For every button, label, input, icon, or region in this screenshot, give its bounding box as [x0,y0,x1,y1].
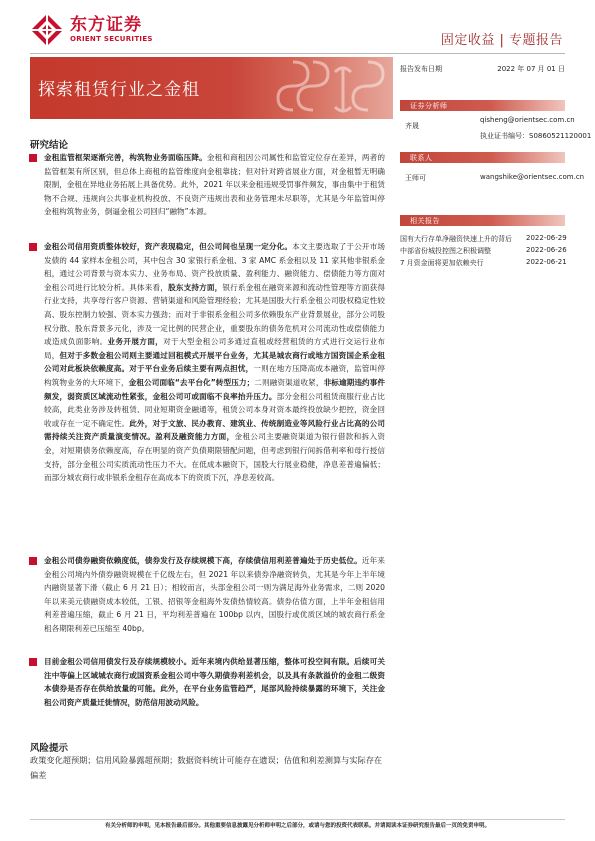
analyst-cert-number: 执业证书编号：S0860521120001 [480,132,592,140]
body-text: 部分金租公司租赁商服行业占比较高，此类业务涉及转租赁、同业短期资金融通等，租赁公司本身对资本最终投放缺少把控，资金回收或存在一定不确定性。 [44,391,385,428]
analyst-section-header [400,100,565,111]
emphasis-text: 金租监管框架逐渐完善，构筑物业务面临压降。 [44,153,207,162]
related-report-date: 2022-06-29 [526,234,567,242]
bullet-icon [29,557,37,565]
emphasis-text: 非标逾期违约事件频发，弱资质区域流动性紧张，金租公司可或面临不良率抬升压力。 [44,377,386,401]
conclusion-paragraph [30,151,385,219]
contact-section-label: 联系人 [410,154,433,162]
footer-disclaimer: 有关分析师的申明，见本报告最后部分。其他重要信息披露见分析师申明之后部分，或请与您的投资代表联系。并请阅读本证券研究报告最后一页的免责申明。 [104,823,490,829]
emphasis-text: 金租公司信用资质整体较好，资产表现稳定，但公司间也呈现一定分化。 [44,242,293,251]
logo-english-name: ORIENT SECURITIES [70,35,153,43]
emphasis-text: 股东支持方面， [168,282,223,292]
related-report-date: 2022-06-21 [526,258,567,266]
conclusion-paragraph [30,554,385,636]
emphasis-text: 目前金租公司信用债发行及存续规模较小。近年来境内供给显著压缩，整体可投空间有限。后续可关注中等偏上区域城农商行或国资系金租公司中等久期债券利差机会，以及具有条款溢价的金租二级资本债券是否存在供给放量的可能。此外，在平台业务监管趋严，尾部风险持续暴露的环境下，关注金租公司资产质量迁徙情况，防范信用波动风险。 [44,657,385,707]
related-report-title[interactable]: 中部省份城投控图之积极调整 [400,247,491,255]
conclusion-paragraph [30,240,385,485]
body-text: 二则融资渠道收紧， [254,377,324,387]
body-text: 近年来金租公司境内外债券融资规模在千亿级左右，但 2021 年以来债券净融资转负，尤其是今年上半年境内融资显著下滑（截止 6 月 21 日）；相较而言，头部金租公司一则为满足海外业务需求，二则 2020 年以来美元债融资成本较低，工银、招银等金租海外发债热情较高。债券估值方面，上半年金租信用利差普遍压缩，截止 6 月 21 日，平均利差普遍在 100bp 以内，国股行或优质区域的城农商行系金租各期限利差已压缩至 40bp。 [44,556,386,633]
logo-chinese-name: 东方证券 [70,15,142,35]
emphasis-text: 金租公司债券融资依赖度低，债券发行及存续规模下高，存续债信用利差普遍处于历史低位。 [44,556,362,565]
related-report-date: 2022-06-26 [526,246,567,254]
emphasis-text: 但对于多数金租公司则主要通过回租模式开展平台业务，尤其是城农商行或地方国资国企系金租公司对此板块依赖度高。 [44,350,386,374]
emphasis-text: 金租公司面临“去平台化”转型压力； [128,377,255,387]
analyst-email: qisheng@orientsec.com.cn [480,116,575,124]
related-report-title[interactable]: 7 月资金面将更加依赖央行 [400,259,484,267]
related-report-title[interactable]: 国有大行存单净融资快速上升的背后 [400,235,512,243]
report-type: 固定收益 | 专题报告 [440,33,563,48]
publish-date: 2022 年 07 月 01 日 [497,65,565,73]
contact-name: 王师可 [405,174,426,182]
body-text: 银行系金租在融资来源和流动性管理等方面获得行业支持，共享母行客户资源、营销渠道和风险管理经验；尤其是国股大行系金租公司股权稳定性较高、股东控制力较强、资本实力强劲；而对于非银系金租公司多依赖股东产业背景展业，部分公司股权分散、股东背景多元化，涉及一定比例的民营企业，重要股东的债务危机对公司流动性或偿债能力或造成负面影响。 [44,282,386,347]
risk-text: 政策变化超预期；信用风险暴露超预期；数据资料统计可能存在遗误；估值和利差测算与实际存在偏差 [30,755,383,780]
header-divider [30,53,565,54]
banner-decoration-icon [273,57,393,119]
contact-section-header [400,152,565,163]
analyst-name: 齐晟 [405,122,419,130]
bullet-icon [29,154,37,162]
body-text: 金租公司主要融资渠道为银行借款和拆入资金，对短期债务依赖度高，存在明显的资产负债期限错配问题，但考虑到银行间拆借利率和母行授信支持，部分金租公司实质流动性压力不大。在低成本融资下，国股大行展业稳健，净息差普遍偏低；而部分城农商行或非银系金租存在高成本下的资质下沉，净息差较高。 [44,432,385,483]
publish-date-label: 报告发布日期 [400,65,442,73]
body-text: 金租和商租因公司属性和监管定位存在差异，两者的监管框架有所区别，但总体上商租的监管维度向金租靠拢；但对针对跨省展业方面，对金租暂无明确限制，金租在异地业务拓展上具备优势。此外，2021 年以来金租违规受罚事件频发，事由集中于租赁物不合规、违规向公共事业机构投放、不良资产违规出表和业务管理未尽职等，尤其是今年监管叫停金租构筑物业务，倒逼金租公司回归“融物”本源。 [44,153,385,217]
contact-email: wangshike@orientsec.com.cn [480,173,585,181]
analyst-section-label: 证券分析师 [410,102,448,110]
related-section-header [400,215,565,226]
body-text: 本文主要选取了于公开市场发债的 44 家样本金租公司，其中包含 30 家银行系金租、3 家 AMC 系金租以及 11 家其他非银系金租，通过公司背景与资本实力、业务布局、资产投放质量、盈利能力、融资能力、偿债能力等方面对金租公司进行比较分析。具体来看， [44,242,386,292]
company-logo [30,12,170,48]
conclusion-paragraph [30,655,385,709]
emphasis-text: 对于平台业务后续主要有两点担忧， [129,364,254,374]
conclusion-heading: 研究结论 [30,140,69,151]
body-text: 一则在地方压降高成本融资，监管叫停构筑物业务的大环境下， [44,364,386,387]
body-text: 对于大型金租公司多通过直租或经营租赁的方式进行交运行业布局， [44,337,386,360]
emphasis-text: 业务开展方面， [107,337,164,347]
bullet-icon [29,658,37,666]
footer-divider [30,819,565,820]
bullet-icon [29,243,37,251]
risk-heading: 风险提示 [30,743,69,754]
logo-mark-icon [30,13,64,47]
emphasis-text: 此外，对于文旅、民办教育、建筑业、传统制造业等风险行业占比高的公司需持续关注资产质量演变情况。盈利及融资能力方面， [44,418,386,442]
report-title: 探索租赁行业之金租 [38,80,200,100]
related-section-label: 相关报告 [410,217,440,225]
title-banner [30,57,393,119]
